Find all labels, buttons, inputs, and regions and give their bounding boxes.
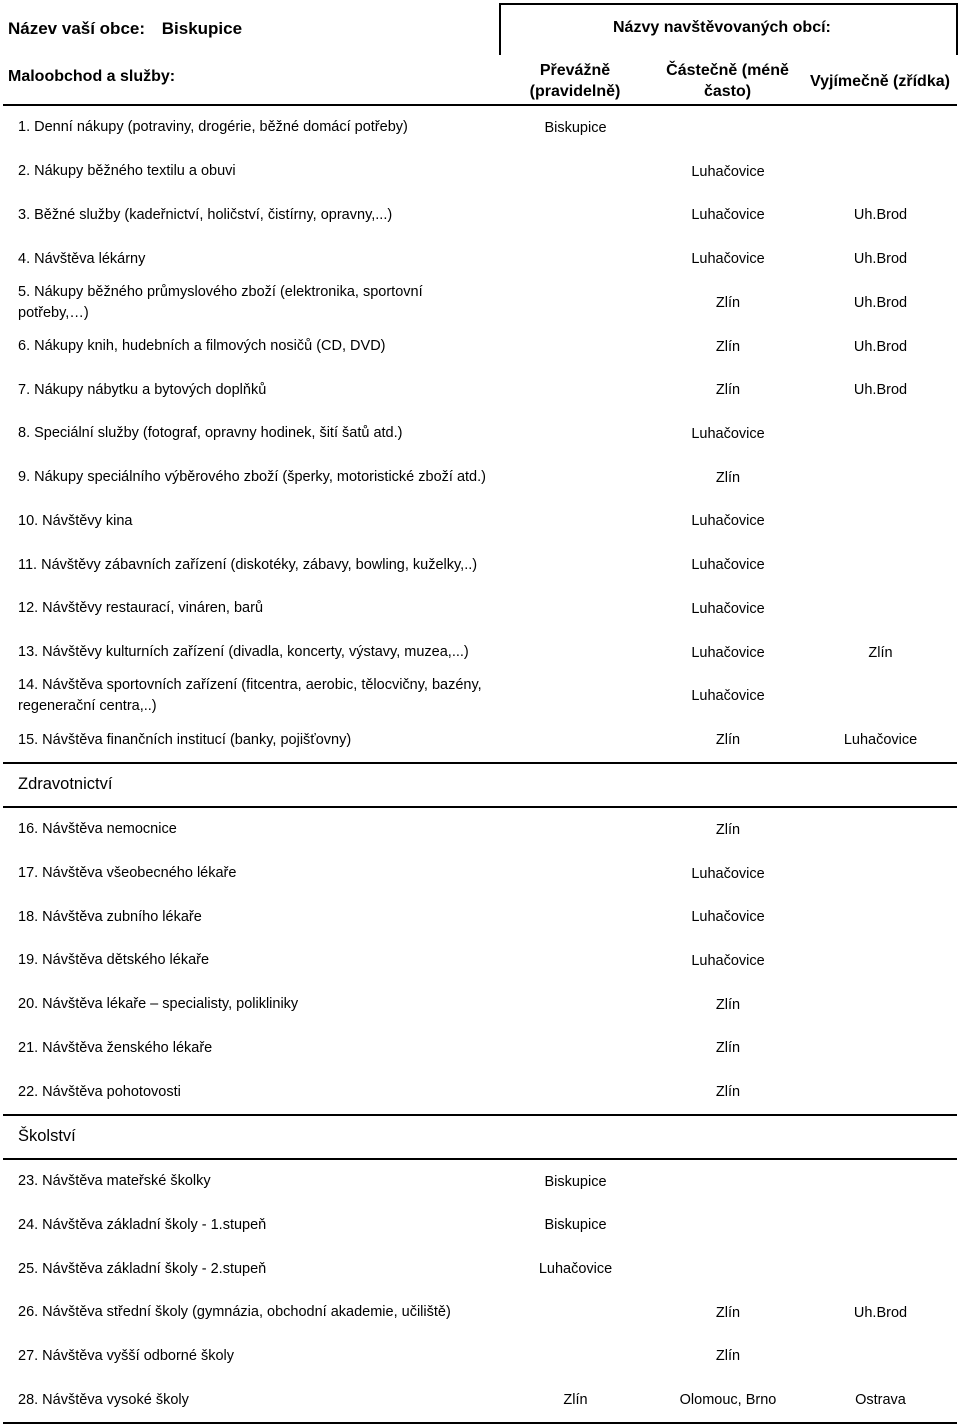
cell-partial: Luhačovice [691,865,765,882]
cell-partial: Zlín [715,1040,741,1057]
cell-partial: Luhačovice [691,207,765,224]
table-row [3,718,957,762]
cell-partial: Luhačovice [691,251,765,268]
table-row [3,1335,957,1379]
municipality-label-text: Název vaší obce: [8,19,146,38]
municipality-label [8,19,242,39]
table-row [3,456,957,500]
row-label: 12. Návštěvy restaurací, vináren, barů [18,600,264,617]
row-label: 27. Návštěva vyšší odborné školy [18,1347,234,1364]
cell-partial: Zlín [715,1304,741,1321]
cell-regular: Luhačovice [538,1261,613,1278]
row-label: 24. Návštěva základní školy - 1.stupeň [18,1216,267,1233]
cell-partial: Luhačovice [691,644,765,661]
table-row [3,193,957,237]
table-row [3,1378,957,1422]
section-label: Maloobchod a služby: [8,68,176,85]
cell-regular: Biskupice [544,1173,607,1190]
cell-partial: Zlín [715,382,741,399]
row-label: 11. Návštěvy zábavních zařízení (diskotéky, zábavy, bowling, kuželky,..) [18,556,478,573]
row-label: 13. Návštěvy kulturních zařízení (divadla, koncerty, výstavy, muzea,...) [18,644,469,661]
school-section-title: Školství [18,1127,76,1145]
row-label: 10. Návštěvy kina [18,512,133,529]
table-row [3,543,957,587]
cell-partial: Luhačovice [691,952,765,969]
cell-partial: Zlín [715,1348,741,1365]
row-label: 9. Nákupy speciálního výběrového zboží (šperky, motoristické zboží atd.) [18,469,486,486]
row-label: 14. Návštěva sportovních zařízení (fitcentra, aerobic, tělocvičny, bazény, regenerační centra,..) [18,677,482,715]
table-row [3,852,957,896]
row-label: 8. Speciální služby (fotograf, opravny hodinek, šití šatů atd.) [18,425,403,442]
cell-partial: Zlín [715,338,741,355]
cell-rare: Ostrava [855,1392,906,1409]
row-label: 22. Návštěva pohotovosti [18,1083,181,1100]
cell-regular: Zlín [563,1392,588,1409]
health-section-title: Zdravotnictví [18,775,113,793]
services-table [3,104,957,764]
row-label: 2. Nákupy běžného textilu a obuvi [18,163,236,180]
table-row [3,939,957,983]
cell-partial: Luhačovice [691,513,765,530]
cell-partial: Zlín [715,469,741,486]
row-label: 4. Návštěva lékárny [18,250,146,267]
row-label: 6. Nákupy knih, hudebních a filmových nosičů (CD, DVD) [18,338,386,355]
table-row [3,500,957,544]
row-label: 19. Návštěva dětského lékaře [18,952,210,969]
cell-partial: Olomouc, Brno [679,1392,777,1409]
cell-rare: Uh.Brod [853,251,908,268]
row-label: 18. Návštěva zubního lékaře [18,908,202,925]
row-label: 28. Návštěva vysoké školy [18,1391,189,1408]
row-label: 1. Denní nákupy (potraviny, drogérie, běžné domácí potřeby) [18,119,408,136]
municipality-value: Biskupice [161,19,243,38]
row-label: 5. Nákupy běžného průmyslového zboží (elektronika, sportovní potřeby,…) [18,283,423,321]
table-row [3,106,957,150]
school-table [3,1158,957,1424]
row-label: 3. Běžné služby (kadeřnictví, holičství, čistírny, opravny,...) [18,206,393,223]
table-row [3,808,957,852]
cell-regular: Biskupice [544,119,607,136]
table-row [3,368,957,412]
visited-title: Názvy navštěvovaných obcí: [613,19,831,36]
row-label: 21. Návštěva ženského lékaře [18,1039,213,1056]
row-label: 25. Návštěva základní školy - 2.stupeň [18,1260,267,1277]
cell-rare: Uh.Brod [853,294,908,311]
cell-partial: Zlín [715,732,741,749]
table-row [3,895,957,939]
table-row [3,1070,957,1114]
column-header-regular: Převážně (pravidelně) [529,62,621,100]
row-label: 23. Návštěva mateřské školky [18,1173,211,1190]
cell-partial: Luhačovice [691,557,765,574]
cell-partial: Luhačovice [691,425,765,442]
cell-partial: Zlín [715,1084,741,1101]
table-row [3,1291,957,1335]
table-row [3,1204,957,1248]
cell-partial: Luhačovice [691,688,765,705]
row-label: 15. Návštěva finančních institucí (banky, pojišťovny) [18,731,352,748]
table-row [3,1160,957,1204]
column-header-partial: Částečně (méně často) [666,62,789,100]
health-table [3,806,957,1116]
cell-partial: Zlín [715,294,741,311]
table-row [3,412,957,456]
table-row [3,587,957,631]
table-row [3,281,957,325]
table-row [3,150,957,194]
table-row [3,237,957,281]
cell-partial: Luhačovice [691,163,765,180]
cell-partial: Luhačovice [691,909,765,926]
cell-rare: Uh.Brod [853,338,908,355]
cell-partial: Luhačovice [691,600,765,617]
column-header-rare: Vyjímečně (zřídka) [810,72,950,90]
cell-regular: Biskupice [544,1217,607,1234]
row-label: 20. Návštěva lékaře – specialisty, polikliniky [18,996,299,1013]
cell-partial: Zlín [715,996,741,1013]
table-row [3,983,957,1027]
table-row [3,1027,957,1071]
table-row [3,631,957,675]
table-row [3,325,957,369]
row-label: 16. Návštěva nemocnice [18,821,177,838]
cell-rare: Luhačovice [843,732,918,749]
cell-rare: Uh.Brod [853,207,908,224]
row-label: 17. Návštěva všeobecného lékaře [18,865,237,882]
cell-partial: Zlín [715,821,741,838]
cell-rare: Uh.Brod [853,382,908,399]
table-row [3,675,957,719]
row-label: 7. Nákupy nábytku a bytových doplňků [18,381,267,398]
cell-rare: Uh.Brod [853,1304,908,1321]
cell-rare: Zlín [868,644,893,661]
row-label: 26. Návštěva střední školy (gymnázia, obchodní akademie, učiliště) [18,1304,451,1321]
table-row [3,1247,957,1291]
